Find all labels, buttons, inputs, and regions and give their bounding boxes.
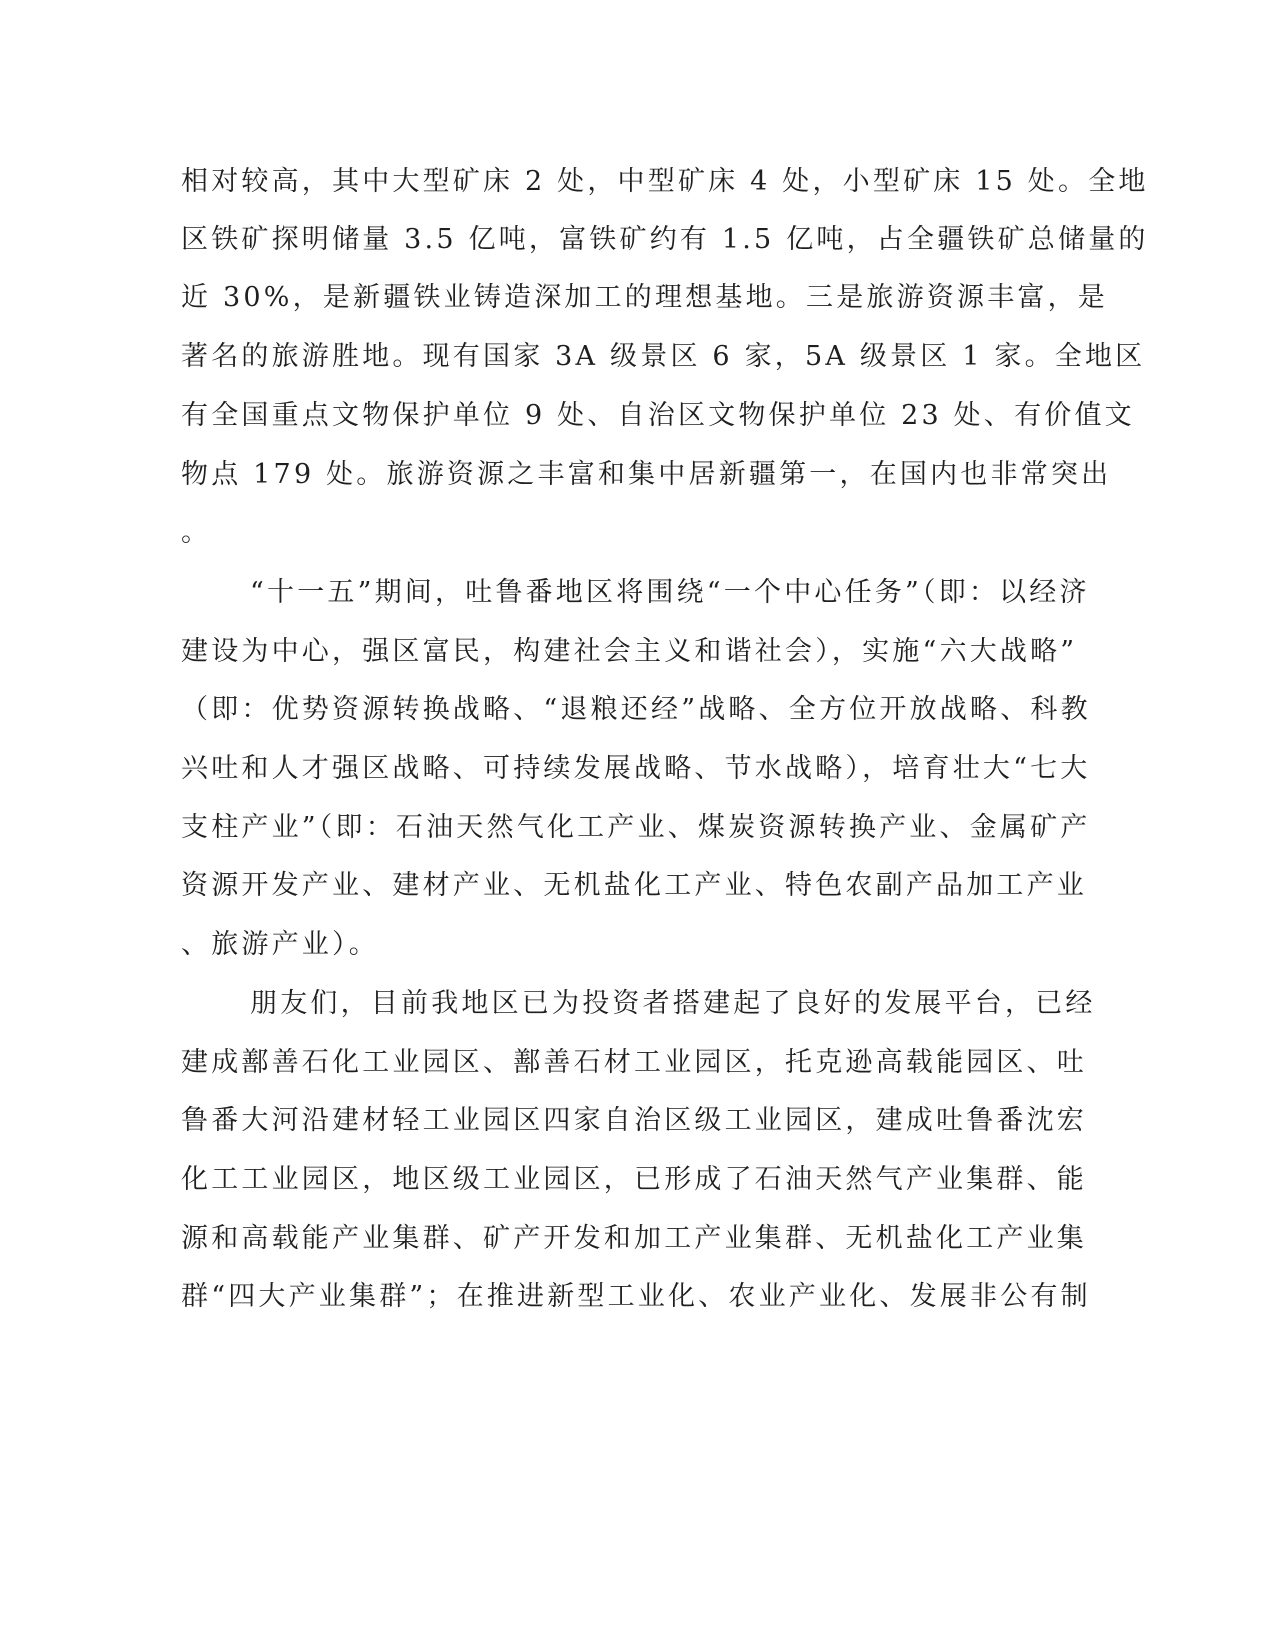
paragraph-2-line-4: 兴吐和人才强区战略、可持续发展战略、节水战略），培育壮大“七大	[181, 753, 1091, 784]
paragraph-1-line-2: 区铁矿探明储量 3.5 亿吨，富铁矿约有 1.5 亿吨，占全疆铁矿总储量的	[181, 224, 1149, 255]
paragraph-2-line-5: 支柱产业”（即：石油天然气化工产业、煤炭资源转换产业、金属矿产	[181, 812, 1091, 843]
paragraph-1-line-3: 近 30%，是新疆铁业铸造深加工的理想基地。三是旅游资源丰富，是	[181, 282, 1108, 313]
paragraph-3-line-6: 群“四大产业集群”；在推进新型工业化、农业产业化、发展非公有制	[181, 1281, 1091, 1312]
paragraph-1-line-4: 著名的旅游胜地。现有国家 3A 级景区 6 家，5A 级景区 1 家。全地区	[181, 341, 1146, 372]
paragraph-2-line-1: “十一五”期间，吐鲁番地区将围绕“一个中心任务”（即：以经济	[250, 577, 1090, 608]
paragraph-3-line-2: 建成鄯善石化工业园区、鄯善石材工业园区，托克逊高载能园区、吐	[181, 1047, 1087, 1078]
paragraph-2-line-6: 资源开发产业、建材产业、无机盐化工产业、特色农副产品加工产业	[181, 870, 1087, 901]
paragraph-3-line-3: 鲁番大河沿建材轻工业园区四家自治区级工业园区，建成吐鲁番沈宏	[181, 1105, 1087, 1136]
paragraph-3-line-4: 化工工业园区，地区级工业园区，已形成了石油天然气产业集群、能	[181, 1164, 1087, 1195]
paragraph-2-line-3: （即：优势资源转换战略、“退粮还经”战略、全方位开放战略、科教	[181, 694, 1091, 725]
paragraph-1-line-5: 有全国重点文物保护单位 9 处、自治区文物保护单位 23 处、有价值文	[181, 400, 1135, 431]
paragraph-1-line-6: 物点 179 处。旅游资源之丰富和集中居新疆第一，在国内也非常突出	[181, 459, 1112, 490]
paragraph-2-line-7: 、旅游产业）。	[181, 929, 379, 960]
paragraph-2-line-2: 建设为中心，强区富民，构建社会主义和谐社会），实施“六大战略”	[181, 636, 1078, 667]
paragraph-1-line-1: 相对较高，其中大型矿床 2 处，中型矿床 4 处，小型矿床 15 处。全地	[181, 166, 1149, 197]
paragraph-1-line-7: 。	[181, 517, 212, 548]
paragraph-3-line-5: 源和高载能产业集群、矿产开发和加工产业集群、无机盐化工产业集	[181, 1223, 1087, 1254]
paragraph-3-line-1: 朋友们，目前我地区已为投资者搭建起了良好的发展平台，已经	[250, 988, 1096, 1019]
